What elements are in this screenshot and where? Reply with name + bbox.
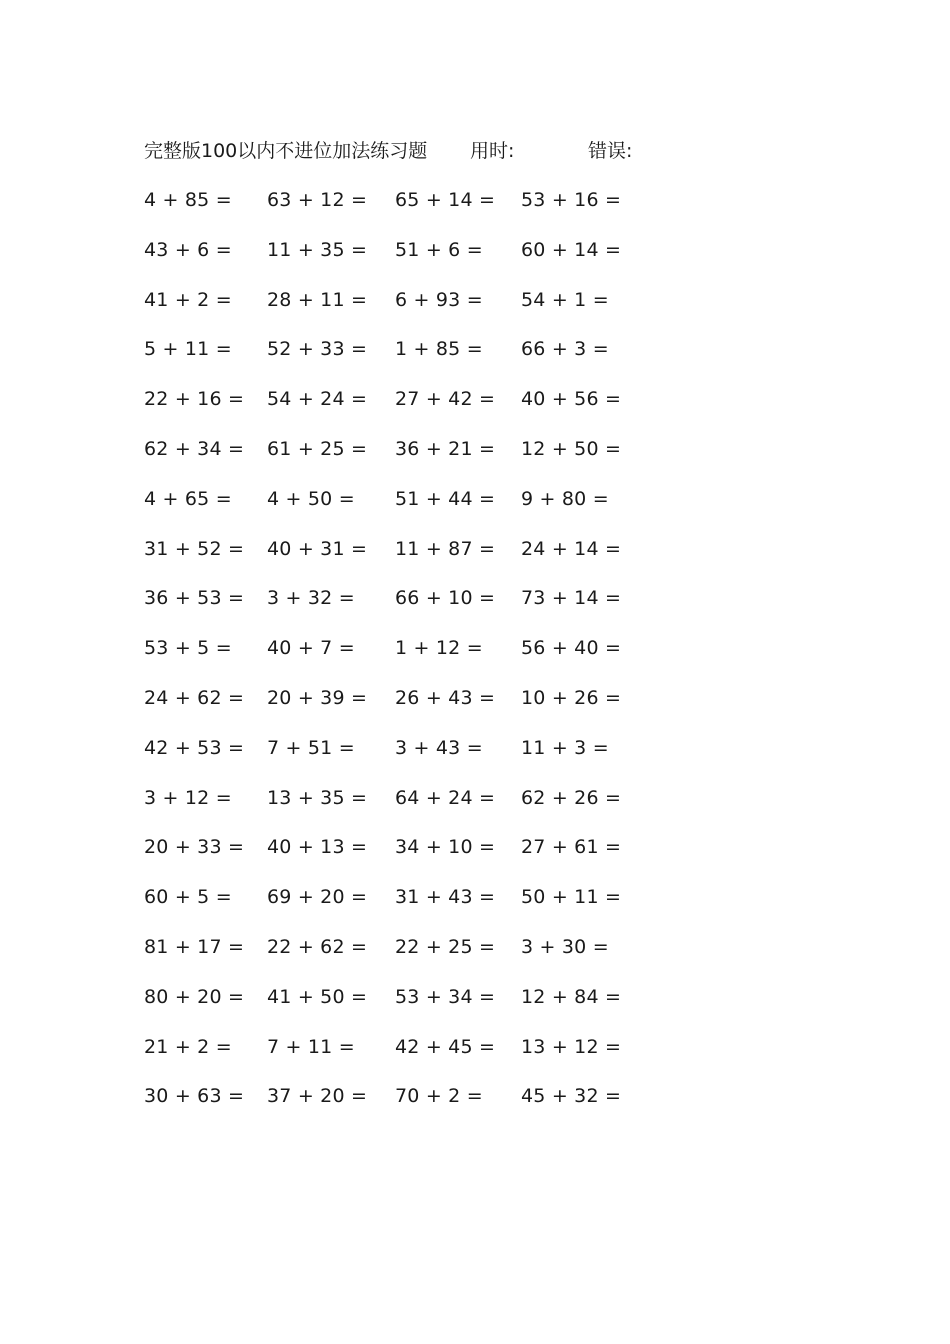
problem-row: [0, 284, 950, 334]
addition-problem: 52 + 33 =: [267, 338, 368, 361]
worksheet-header: [144, 136, 704, 166]
addition-problem: 12 + 50 =: [521, 437, 622, 460]
addition-problem: 6 + 93 =: [395, 288, 483, 311]
addition-problem: 53 + 5 =: [144, 637, 232, 660]
problem-grid: [0, 184, 950, 1130]
problem-row: [0, 333, 950, 383]
addition-problem: 45 + 32 =: [521, 1085, 622, 1108]
addition-problem: 65 + 14 =: [395, 189, 496, 211]
problem-row: [0, 632, 950, 682]
addition-problem: 34 + 10 =: [395, 836, 496, 859]
problem-row: [0, 533, 950, 583]
addition-problem: 60 + 14 =: [521, 238, 622, 261]
problem-row: [0, 831, 950, 881]
addition-problem: 62 + 34 =: [144, 437, 245, 460]
problem-row: [0, 234, 950, 284]
addition-problem: 60 + 5 =: [144, 886, 232, 909]
addition-problem: 51 + 6 =: [395, 238, 483, 261]
addition-problem: 10 + 26 =: [521, 686, 622, 709]
addition-problem: 21 + 2 =: [144, 1035, 232, 1058]
addition-problem: 43 + 6 =: [144, 238, 232, 261]
worksheet-title: 完整版100以内不进位加法练习题: [144, 140, 428, 162]
addition-problem: 30 + 63 =: [144, 1085, 245, 1108]
addition-problem: 9 + 80 =: [521, 487, 609, 510]
addition-problem: 4 + 50 =: [267, 487, 355, 510]
addition-problem: 70 + 2 =: [395, 1085, 483, 1108]
addition-problem: 3 + 12 =: [144, 786, 232, 809]
problem-row: [0, 383, 950, 433]
addition-problem: 62 + 26 =: [521, 786, 622, 809]
addition-problem: 13 + 35 =: [267, 786, 368, 809]
addition-problem: 1 + 85 =: [395, 338, 483, 361]
addition-problem: 22 + 16 =: [144, 388, 245, 411]
addition-problem: 3 + 30 =: [521, 935, 609, 958]
addition-problem: 53 + 34 =: [395, 985, 496, 1008]
problem-row: [0, 981, 950, 1031]
addition-problem: 28 + 11 =: [267, 288, 368, 311]
addition-problem: 22 + 25 =: [395, 935, 496, 958]
addition-problem: 63 + 12 =: [267, 189, 368, 211]
addition-problem: 73 + 14 =: [521, 587, 622, 610]
addition-problem: 1 + 12 =: [395, 637, 483, 660]
addition-problem: 40 + 56 =: [521, 388, 622, 411]
addition-problem: 50 + 11 =: [521, 886, 622, 909]
addition-problem: 12 + 84 =: [521, 985, 622, 1008]
addition-problem: 3 + 43 =: [395, 736, 483, 759]
addition-problem: 69 + 20 =: [267, 886, 368, 909]
addition-problem: 24 + 14 =: [521, 537, 622, 560]
errors-label: 错误:: [588, 140, 633, 162]
addition-problem: 42 + 53 =: [144, 736, 245, 759]
addition-problem: 27 + 42 =: [395, 388, 496, 411]
addition-problem: 3 + 32 =: [267, 587, 355, 610]
addition-problem: 54 + 24 =: [267, 388, 368, 411]
addition-problem: 61 + 25 =: [267, 437, 368, 460]
addition-problem: 66 + 10 =: [395, 587, 496, 610]
addition-problem: 56 + 40 =: [521, 637, 622, 660]
problem-row: [0, 881, 950, 931]
addition-problem: 4 + 85 =: [144, 189, 232, 211]
addition-problem: 26 + 43 =: [395, 686, 496, 709]
problem-row: [0, 582, 950, 632]
addition-problem: 27 + 61 =: [521, 836, 622, 859]
addition-problem: 4 + 65 =: [144, 487, 232, 510]
addition-problem: 11 + 3 =: [521, 736, 609, 759]
addition-problem: 80 + 20 =: [144, 985, 245, 1008]
problem-row: [0, 1031, 950, 1081]
addition-problem: 36 + 53 =: [144, 587, 245, 610]
addition-problem: 11 + 87 =: [395, 537, 496, 560]
problem-row: [0, 782, 950, 832]
addition-problem: 7 + 11 =: [267, 1035, 355, 1058]
addition-problem: 66 + 3 =: [521, 338, 609, 361]
addition-problem: 81 + 17 =: [144, 935, 245, 958]
addition-problem: 20 + 39 =: [267, 686, 368, 709]
problem-row: [0, 931, 950, 981]
addition-problem: 64 + 24 =: [395, 786, 496, 809]
addition-problem: 36 + 21 =: [395, 437, 496, 460]
addition-problem: 54 + 1 =: [521, 288, 609, 311]
addition-problem: 20 + 33 =: [144, 836, 245, 859]
addition-problem: 11 + 35 =: [267, 238, 368, 261]
problem-row: [0, 682, 950, 732]
addition-problem: 22 + 62 =: [267, 935, 368, 958]
addition-problem: 7 + 51 =: [267, 736, 355, 759]
addition-problem: 41 + 2 =: [144, 288, 232, 311]
addition-problem: 5 + 11 =: [144, 338, 232, 361]
addition-problem: 51 + 44 =: [395, 487, 496, 510]
addition-problem: 53 + 16 =: [521, 189, 622, 211]
addition-problem: 24 + 62 =: [144, 686, 245, 709]
addition-problem: 40 + 31 =: [267, 537, 368, 560]
problem-row: [0, 483, 950, 533]
addition-problem: 31 + 52 =: [144, 537, 245, 560]
problem-row: [0, 433, 950, 483]
addition-problem: 42 + 45 =: [395, 1035, 496, 1058]
addition-problem: 13 + 12 =: [521, 1035, 622, 1058]
problem-row: [0, 1080, 950, 1130]
problem-row: [0, 184, 950, 234]
problem-row: [0, 732, 950, 782]
addition-problem: 41 + 50 =: [267, 985, 368, 1008]
addition-problem: 37 + 20 =: [267, 1085, 368, 1108]
time-used-label: 用时:: [470, 140, 515, 162]
addition-problem: 40 + 13 =: [267, 836, 368, 859]
addition-problem: 40 + 7 =: [267, 637, 355, 660]
addition-problem: 31 + 43 =: [395, 886, 496, 909]
